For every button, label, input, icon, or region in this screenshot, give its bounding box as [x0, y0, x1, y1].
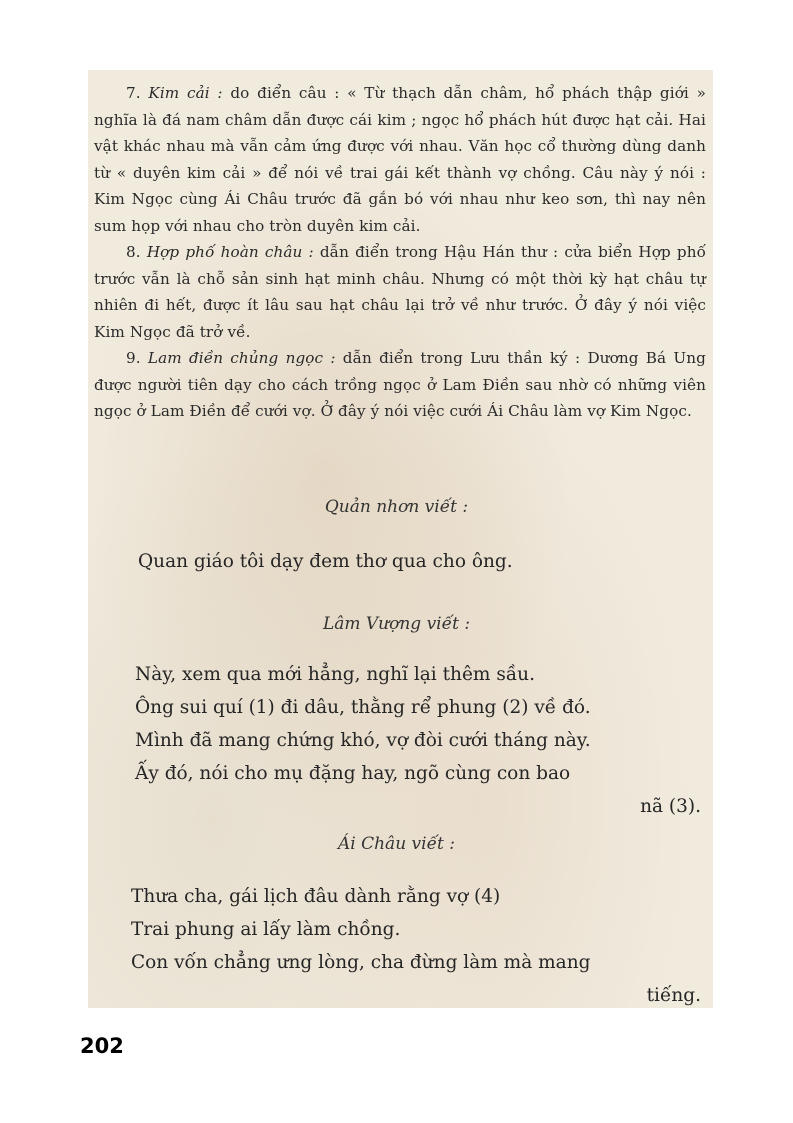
speaker-heading-ai-chau: Ái Châu viết :: [337, 834, 456, 854]
verse-block-quan-nhon: [138, 545, 513, 578]
footnote-number: 7.: [126, 84, 141, 102]
verse-line-continued: tiếng.: [646, 985, 701, 1006]
footnote-text: do điển câu : « Từ thạch dẫn châm, hổ phách thập giới » nghĩa là đá nam châm dẫn được cái kim ; ngọc hổ phách hút được hạt cải. Hai vật khác nhau mà vẫn cảm ứng được với nhau. Văn học cổ thường dùng danh từ « duyên kim cải » để nói về trai gái kết thành vợ chồng. Câu này ý nói : Kim Ngọc cùng Ái Châu trước đã gắn bó với nhau như keo sơn, thì nay nên sum họp với nhau cho tròn duyên kim cải.: [94, 84, 706, 235]
footnote-8: [94, 239, 706, 345]
footnote-term: Kim cải :: [148, 84, 223, 102]
footnotes: [94, 80, 706, 425]
verse-block-lam-vuong: [135, 658, 701, 823]
speaker-heading-quan-nhon: Quản nhơn viết :: [324, 497, 469, 517]
verse-line: Quan giáo tôi dạy đem thơ qua cho ông.: [138, 551, 513, 572]
footnote-term: Hợp phố hoàn châu :: [146, 243, 314, 261]
verse-line: Mình đã mang chứng khó, vợ đòi cưới tháng này.: [135, 730, 591, 751]
footnote-9: [94, 345, 706, 425]
footnote-text: dẫn điển trong Lưu thần ký : Dương Bá Ung được người tiên dạy cho cách trồng ngọc ở Lam Điền sau nhờ có những viên ngọc ở Lam Điền để cưới vợ. Ở đây ý nói việc cưới Ái Châu làm vợ Kim Ngọc.: [94, 349, 706, 420]
speaker-heading-lam-vuong: Lâm Vượng viết :: [322, 614, 471, 634]
footnote-number: 9.: [126, 349, 141, 367]
verse-line: Thưa cha, gái lịch đâu dành rằng vợ (4): [131, 886, 501, 907]
footnote-number: 8.: [126, 243, 141, 261]
verse-line: Con vốn chẳng ưng lòng, cha đừng làm mà mang: [131, 952, 591, 973]
page-number: 202: [80, 1034, 124, 1058]
footnote-term: Lam điền chủng ngọc :: [147, 349, 336, 367]
verse-block-ai-chau: [131, 880, 701, 1012]
verse-line: Trai phung ai lấy làm chồng.: [131, 919, 401, 940]
footnote-text: dẫn điển trong Hậu Hán thư : cửa biển Hợp phố trước vẫn là chỗ sản sinh hạt minh châu. Nhưng có một thời kỳ hạt châu tự nhiên đi hết, được ít lâu sau hạt châu lại trở về như trước. Ở đây ý nói việc Kim Ngọc đã trở về.: [94, 243, 706, 341]
verse-line: Ấy đó, nói cho mụ đặng hay, ngõ cùng con bao: [135, 763, 571, 784]
verse-line: Ông sui quí (1) đi dâu, thằng rể phung (2) về đó.: [135, 697, 591, 718]
verse-line: Này, xem qua mới hẳng, nghĩ lại thêm sầu.: [135, 664, 535, 685]
verse-line-continued: nã (3).: [640, 796, 701, 817]
footnote-7: [94, 80, 706, 239]
